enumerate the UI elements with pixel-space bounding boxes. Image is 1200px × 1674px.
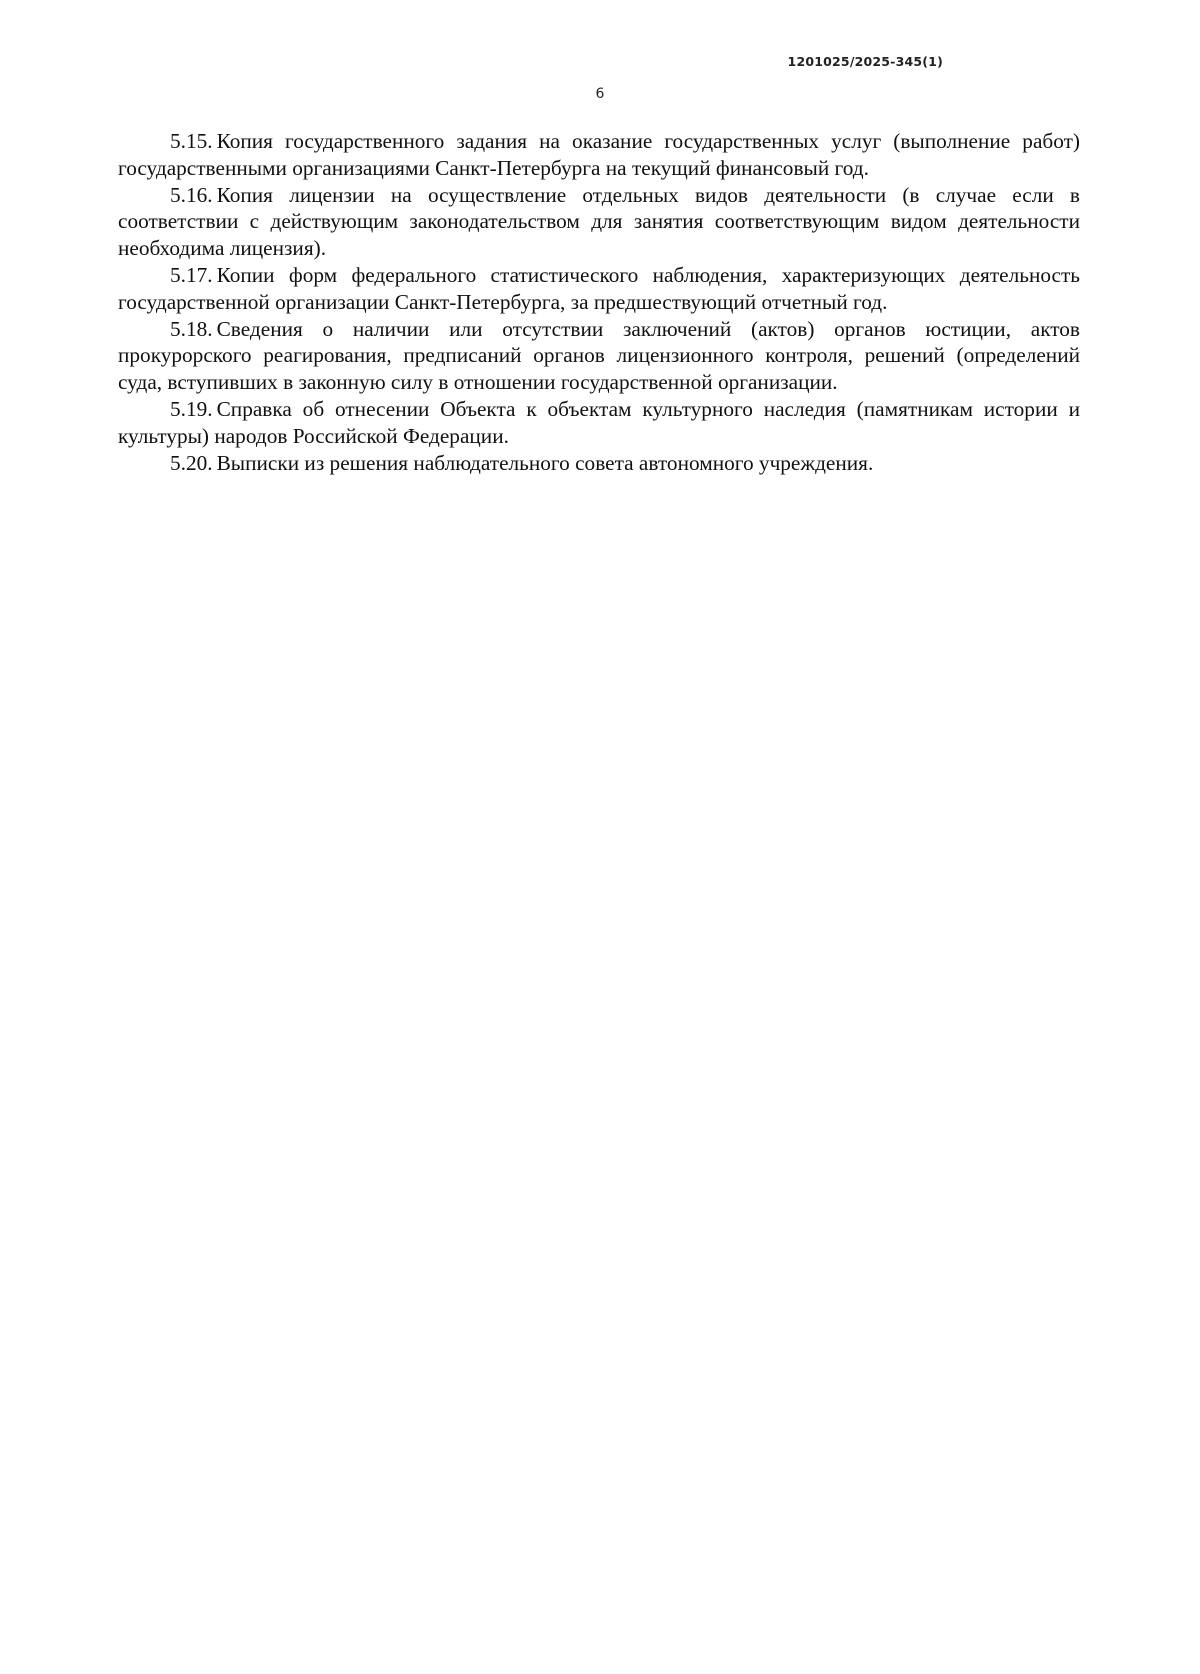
clause-5-16: [118, 182, 1080, 262]
document-id: 1201025/2025-345(1): [787, 54, 943, 69]
clause-number: 5.17.: [170, 262, 213, 287]
clause-5-19: [118, 396, 1080, 450]
clause-text: Выписки из решения наблюдательного совета автономного учреждения.: [216, 450, 874, 475]
clause-5-20: [118, 450, 1080, 477]
page-number: 6: [595, 86, 605, 102]
clause-text: Справка об отнесении Объекта к объектам культурного наследия (памятникам истории и культуры) народов Российской Федерации.: [118, 396, 1080, 448]
clause-number: 5.19.: [170, 396, 213, 421]
clause-5-18: [118, 316, 1080, 396]
document-body: [118, 128, 1080, 476]
clause-number: 5.18.: [170, 316, 213, 341]
clause-number: 5.16.: [170, 182, 213, 207]
clause-text: Копия государственного задания на оказание государственных услуг (выполнение работ) государственными организациями Санкт-Петербурга на текущий финансовый год.: [118, 129, 1080, 180]
clause-text: Сведения о наличии или отсутствии заключений (актов) органов юстиции, актов прокурорского реагирования, предписаний органов лицензионного контроля, решений (определений суда, вступивших в законную силу в отношении государственной организации.: [118, 316, 1080, 395]
clause-number: 5.15.: [170, 129, 213, 153]
clause-number: 5.20.: [170, 450, 213, 475]
clause-text: Копии форм федерального статистического наблюдения, характеризующих деятельность государственной организации Санкт-Петербурга, за предшествующий отчетный год.: [118, 262, 1080, 314]
clause-5-17: [118, 262, 1080, 316]
clause-text: Копия лицензии на осуществление отдельных видов деятельности (в случае если в соответствии с действующим законодательством для занятия соответствующим видом деятельности необходима лицензия).: [118, 182, 1080, 261]
clause-5-15: [118, 128, 1080, 182]
